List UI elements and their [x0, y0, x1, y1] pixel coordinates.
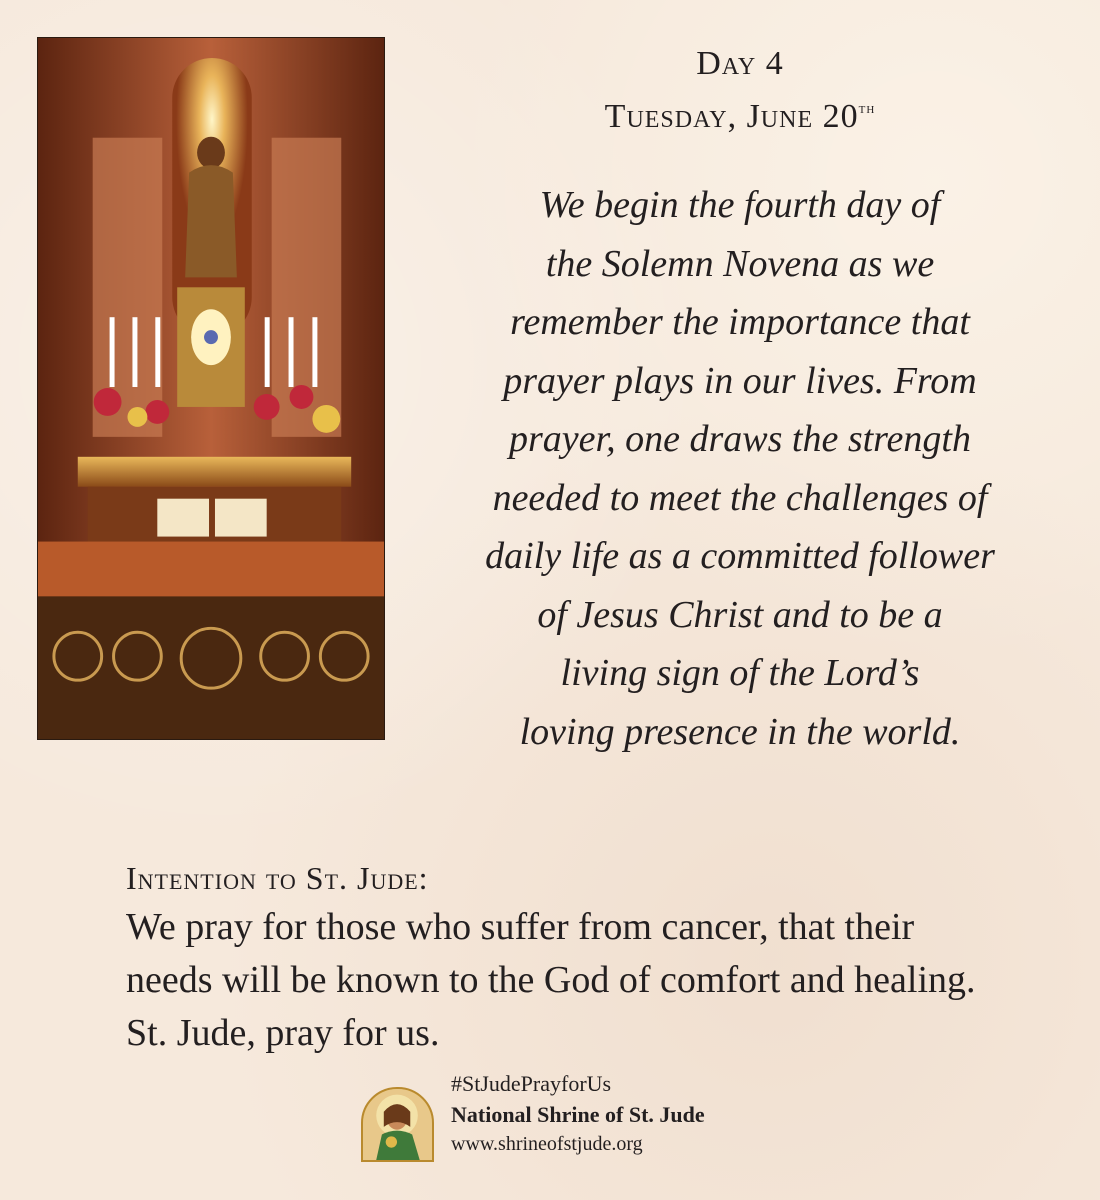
- day-label: Day 4: [696, 45, 784, 82]
- footer-text: [451, 1069, 705, 1158]
- reflection-line: prayer plays in our lives. From: [503, 359, 977, 402]
- website-link[interactable]: www.shrineofstjude.org: [451, 1133, 643, 1155]
- footer: [361, 1069, 781, 1164]
- intention-line: needs will be known to the God of comfort and healing.: [126, 959, 976, 1001]
- hashtag: #StJudePrayforUs: [451, 1071, 612, 1096]
- date-label: [440, 86, 1040, 140]
- reflection-line: living sign of the Lord’s: [560, 652, 920, 694]
- header: [440, 42, 1040, 140]
- st-jude-logo-icon: [361, 1087, 434, 1162]
- reflection-line: prayer, one draws the strength: [509, 418, 971, 460]
- reflection-line: daily life as a committed follower: [485, 535, 995, 577]
- date-text: Tuesday, June 20: [604, 98, 859, 135]
- reflection-line: We begin the fourth day of: [539, 184, 941, 226]
- intention-line: We pray for those who suffer from cancer, that their: [126, 906, 915, 948]
- intention-section: [126, 855, 1066, 1060]
- date-suffix: th: [858, 100, 876, 117]
- intention-text: [126, 901, 1066, 1060]
- reflection-line: remember the importance that: [510, 301, 970, 343]
- reflection-line: needed to meet the challenges of: [492, 476, 988, 519]
- shrine-altar-photo: [37, 37, 385, 740]
- intention-line: St. Jude, pray for us.: [126, 1012, 440, 1054]
- reflection-line: the Solemn Novena as we: [545, 242, 935, 285]
- shrine-name: National Shrine of St. Jude: [451, 1102, 705, 1127]
- reflection-line: of Jesus Christ and to be a: [537, 593, 943, 636]
- reflection-text: [435, 176, 1045, 761]
- reflection-line: loving presence in the world.: [519, 710, 961, 753]
- intention-heading: Intention to St. Jude:: [126, 860, 429, 896]
